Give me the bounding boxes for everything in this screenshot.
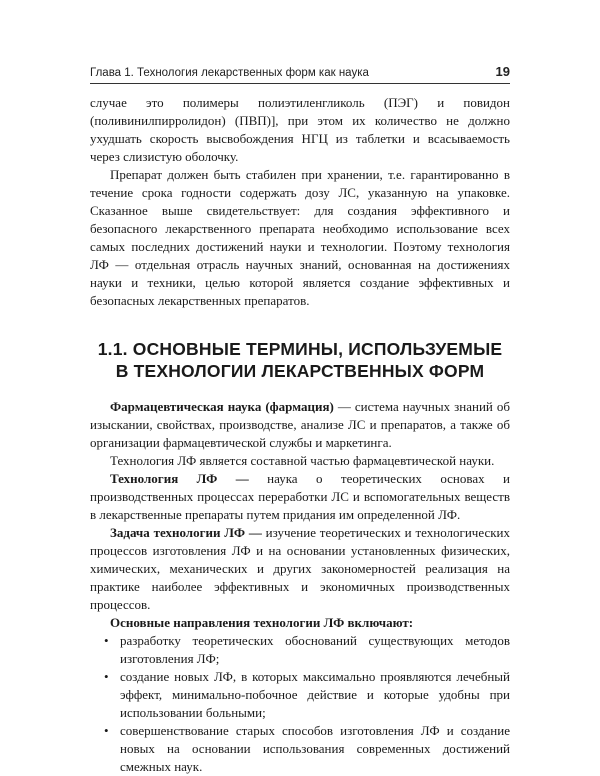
definition-technology xyxy=(90,470,510,524)
paragraph-part-of-science: Технология ЛФ является составной частью фармацевтической науки. xyxy=(110,453,495,468)
paragraph-continuation: случае это полимеры полиэтиленгликоль (ПЭГ) и повидон (поливинилпирролидон) (ПВП)], при этом их количество не должно ухудшать скорость высвобождения НГЦ из таблетки и всасываемость через слизистую оболочку. xyxy=(90,95,510,164)
definition-task xyxy=(90,524,510,614)
term-task: Задача технологии ЛФ — xyxy=(110,525,262,540)
section-heading xyxy=(90,338,510,382)
definition-pharmacy xyxy=(90,398,510,452)
page-body xyxy=(90,94,510,776)
running-header xyxy=(90,64,510,84)
paragraph-stability: Препарат должен быть стабилен при хранении, т.е. гарантированно в течение срока годности содержать дозу ЛС, указанную на упаковке. Сказанное выше свидетельствует: для создания эффективного и безопасного лекарственного препарата необходимо использование всех самых последних достижений науки и технологии. Поэтому технология ЛФ — отдельная отрасль научных знаний, основанная на достижениях науки и техники, целью которой является создание эффективных и безопасных лекарственных препаратов. xyxy=(90,167,510,308)
list-item-text: совершенствование старых способов изготовления ЛФ и создание новых на основании использования современных достижений смежных наук. xyxy=(120,723,510,774)
definition-task-text: изучение теоретических и технологических процессов изготовления ЛФ и на основании установленных физических, химических, механических и других закономерностей реализация на практике наиболее эффективных и экономичных производственных процессов. xyxy=(90,525,510,612)
section-heading-line2: В ТЕХНОЛОГИИ ЛЕКАРСТВЕННЫХ ФОРМ xyxy=(115,361,485,381)
list-item xyxy=(90,668,510,722)
definition-pharmacy-text: — система научных знаний об изыскании, свойствах, производстве, анализе ЛС и препаратов, а также об организации фармацевтической службы и маркетинга. xyxy=(90,399,511,450)
term-pharmacy: Фармацевтическая наука (фармация) xyxy=(110,399,334,414)
list-item xyxy=(90,722,510,776)
section-heading-line1: 1.1. ОСНОВНЫЕ ТЕРМИНЫ, ИСПОЛЬЗУЕМЫЕ xyxy=(97,339,503,359)
chapter-title: Глава 1. Технология лекарственных форм как наука xyxy=(90,67,369,79)
directions-title: Основные направления технологии ЛФ включают: xyxy=(110,615,414,630)
definition-technology-text: наука о теоретических основах и производственных процессах переработки ЛС и вспомогательных веществ в лекарственные препараты путем придания им определенной ЛФ. xyxy=(90,471,510,522)
list-item-text: разработку теоретических обоснований существующих методов изготовления ЛФ; xyxy=(120,633,510,666)
directions-list xyxy=(90,632,510,776)
bullet-icon: • xyxy=(104,669,109,684)
list-item xyxy=(90,632,510,668)
bullet-icon: • xyxy=(104,723,109,738)
term-technology: Технология ЛФ — xyxy=(110,471,249,486)
list-item-text: создание новых ЛФ, в которых максимально проявляются лечебный эффект, минимально-побочное действие и которые удобны при использовании больными; xyxy=(120,669,510,720)
bullet-icon: • xyxy=(104,633,109,648)
page-number: 19 xyxy=(495,64,510,79)
